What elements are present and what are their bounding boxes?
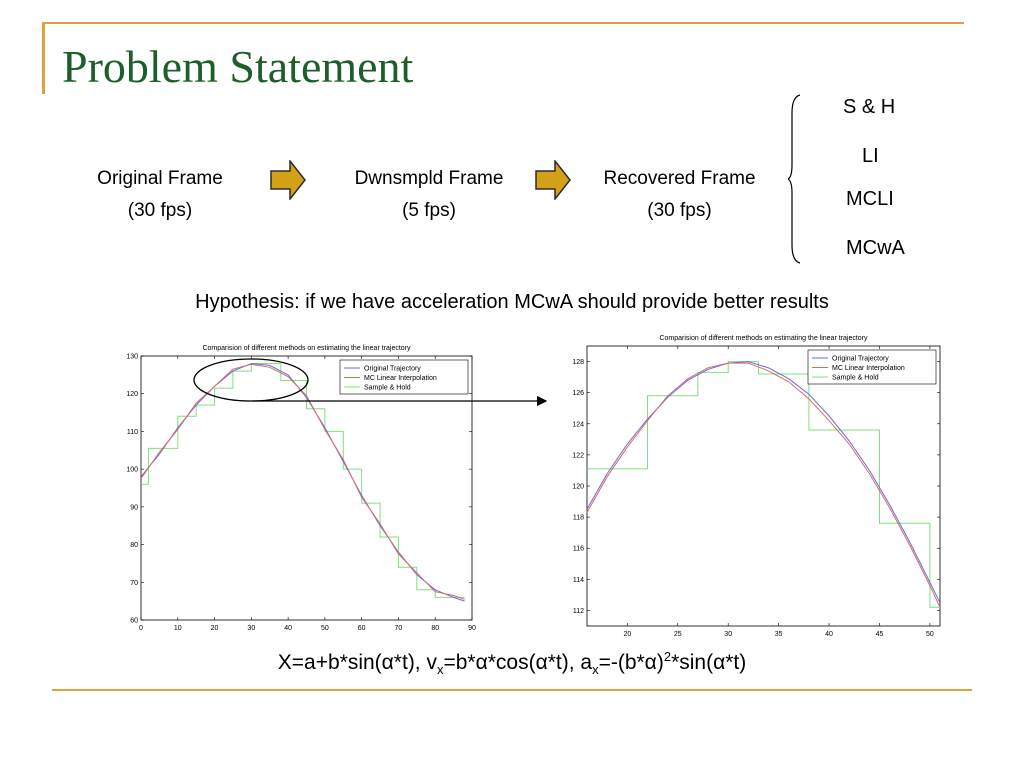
y-tick-label: 130 — [126, 353, 138, 361]
flow-downsampled-label: Dwnsmpld Frame — [354, 168, 504, 189]
x-tick-label: 80 — [431, 625, 440, 632]
methods-brace — [788, 93, 804, 265]
x-tick-label: 45 — [875, 631, 884, 638]
x-tick-label: 20 — [623, 631, 632, 638]
bottom-rule — [52, 689, 972, 691]
chart-zoomed-trajectory — [555, 330, 950, 642]
method-mcli: MCLI — [846, 188, 894, 210]
legend-label: Sample & Hold — [364, 384, 411, 392]
y-tick-label: 112 — [572, 607, 584, 615]
method-li: LI — [862, 145, 879, 167]
y-tick-label: 90 — [130, 504, 138, 512]
formula-a: =-(b*α) — [598, 651, 664, 674]
x-tick-label: 30 — [247, 625, 256, 632]
y-tick-label: 114 — [572, 576, 584, 584]
y-tick-label: 120 — [126, 391, 138, 399]
y-tick-label: 60 — [130, 617, 138, 625]
y-tick-label: 126 — [572, 390, 584, 398]
flow-downsampled — [333, 163, 525, 227]
x-tick-label: 25 — [673, 631, 682, 638]
flow-arrow-2 — [535, 160, 571, 200]
x-tick-label: 40 — [825, 631, 833, 638]
slide-title: Problem Statement — [62, 41, 414, 92]
chart-full-trajectory — [112, 338, 482, 636]
x-tick-label: 40 — [284, 625, 293, 632]
x-tick-label: 0 — [139, 625, 143, 632]
x-tick-label: 10 — [173, 625, 182, 632]
legend-label: MC Linear Interpolation — [832, 365, 905, 372]
x-tick-label: 90 — [468, 625, 476, 632]
hypothesis-text: Hypothesis: if we have acceleration MCwA should provide better results — [195, 291, 829, 313]
x-tick-label: 30 — [724, 631, 733, 638]
x-tick-label: 50 — [926, 631, 934, 638]
flow-arrow-1 — [270, 160, 306, 200]
y-tick-label: 128 — [572, 359, 584, 367]
y-tick-label: 122 — [572, 452, 584, 460]
y-tick-label: 80 — [130, 542, 138, 550]
y-tick-label: 120 — [572, 483, 584, 491]
plot-area — [587, 346, 940, 626]
top-rule — [42, 22, 964, 24]
method-sh: S & H — [843, 96, 896, 118]
formula-x: X=a+b*sin(α*t), v — [277, 651, 437, 674]
chart-title: Comparision of different methods on estimating the linear trajectory — [659, 335, 868, 342]
flow-recovered — [582, 163, 777, 227]
formula-v: =b*α*cos(α*t), a — [443, 651, 593, 674]
legend-label: MC Linear Interpolation — [364, 375, 437, 382]
chart-title: Comparision of different methods on estimating the linear trajectory — [202, 345, 411, 352]
x-tick-label: 50 — [320, 625, 329, 632]
flow-original-label: Original Frame — [97, 168, 223, 189]
legend-label: Original Trajectory — [832, 355, 889, 363]
formula-a-sup: 2 — [663, 649, 672, 664]
y-tick-label: 100 — [126, 466, 138, 474]
formula-ax-sub: x — [592, 662, 599, 678]
formula-vx-sub: x — [436, 662, 444, 678]
flow-original-rate: (30 fps) — [127, 200, 193, 221]
formula-a-tail: *sin(α*t) — [671, 651, 747, 674]
y-tick-label: 118 — [572, 514, 584, 522]
y-tick-label: 70 — [130, 579, 138, 587]
y-tick-label: 116 — [572, 545, 584, 553]
x-tick-label: 20 — [210, 625, 219, 632]
legend-label: Sample & Hold — [832, 374, 879, 382]
y-tick-label: 124 — [572, 421, 584, 429]
flow-recovered-label: Recovered Frame — [603, 168, 756, 189]
method-mcwa: MCwA — [846, 237, 905, 259]
x-tick-label: 35 — [774, 631, 783, 638]
x-tick-label: 60 — [357, 625, 366, 632]
x-tick-label: 70 — [394, 625, 403, 632]
legend-label: Original Trajectory — [364, 365, 421, 373]
formula — [0, 649, 1024, 677]
y-tick-label: 110 — [126, 428, 138, 436]
flow-recovered-rate: (30 fps) — [647, 200, 712, 221]
flow-downsampled-rate: (5 fps) — [402, 200, 456, 221]
flow-original — [80, 163, 240, 227]
left-rule — [42, 22, 45, 94]
